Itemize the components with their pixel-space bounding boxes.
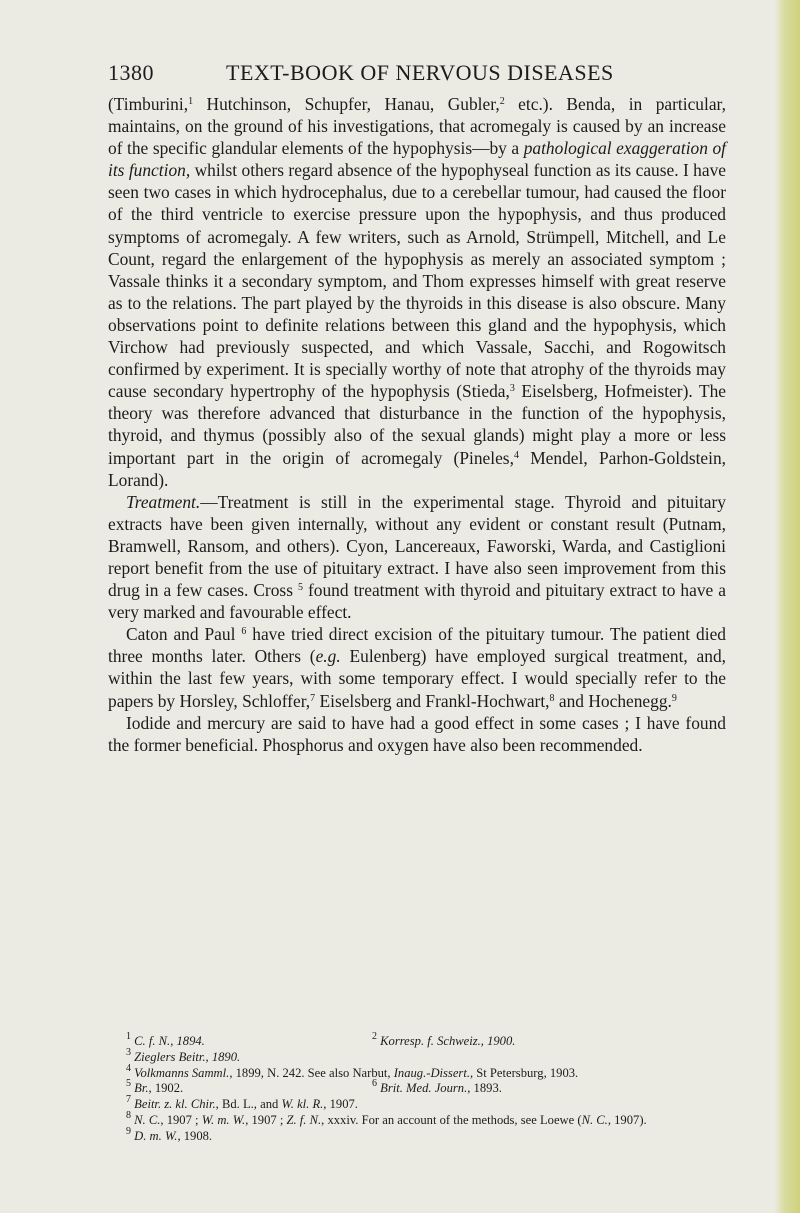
footnote-row-5-6 [108, 1078, 748, 1097]
text-run: Eulenberg) have employed surgical treatment, and, within the last few years, with some temporary effect. I would specially refer to the papers by Horsley, Schloffer, [108, 646, 727, 711]
footnote-ref: 6 [241, 626, 247, 638]
text-run: have tried direct excision of the pituitary tumour. The patient died three months later. Others ( [108, 624, 726, 667]
footnote-ref: 9 [671, 692, 677, 704]
text-run: Eiselsberg and Frankl-Hochwart, [315, 690, 550, 711]
italic-run: pathological exaggeration of its function, [108, 138, 726, 181]
text-run: found treatment with thyroid and pituitary extract to have a very marked and favourable effect. [108, 580, 726, 623]
text-run: —Treatment is still in the experimental stage. Thyroid and pituitary extracts have been given internally, without any evident or constant result (Putnam, Bramwell, Ransom, and others). Cyon, Lancereaux, Faworski, Warda, and Castiglioni report benefit from the use of pituitary extract. I have also seen improvement from this drug in a few cases. Cross [108, 491, 726, 601]
text-run: Iodide and mercury are said to have had a good effect in some cases ; I have found the former beneficial. Phosphorus and oxygen have also been recommended. [108, 712, 726, 755]
footnote-8: $^8$ N. C., 1907 ; W. m. W., 1907 ; Z. f. N., xxxiv. For an account of the methods, see Loewe (N. C., 1907). [126, 1109, 647, 1127]
footnote-ref: 2 [499, 96, 505, 107]
footnote-7: $^7$ Beitr. z. kl. Chir., Bd. L., and W. kl. R., 1907. [126, 1094, 358, 1112]
footnote-row-1-2 [108, 1031, 748, 1050]
body-text [108, 93, 726, 756]
footnote-9: $^9$ D. m. W., 1908. [126, 1125, 213, 1143]
text-run: whilst others regard absence of the hypophyseal function as its cause. I have seen two cases in which hydrocephalus, due to a cerebellar tumour, had caused the floor of the third ventricle to exercise pressure upon the hypophysis, and thus produced symptoms of acromegaly. A few writers, such as Arnold, Strümpell, Mitchell, and Le Count, regard the enlargement of the hypophysis as merely an associated symptom ; Vassale thinks it a secondary symptom, and Thom expresses himself with great reserve as to the relations. The part played by the thyroids in this disease is also obscure. Many observations point to definite relations between this gland and the hypophysis, which Virchow had previously suspected, and which Vassale, Sacchi, and Rogowitsch confirmed by experiment. It is specially worthy of note that atrophy of the thyroids may cause secondary hypertrophy of the hypophysis (Stieda, [108, 160, 727, 402]
paragraph [108, 491, 726, 624]
italic-run: e.g. [315, 646, 341, 667]
text-run: and Hochenegg. [554, 690, 672, 711]
text-run: Hutchinson, Schupfer, Hanau, Gubler, [193, 94, 500, 114]
page-edge-shadow [774, 0, 800, 1213]
footnote-2: $^2$ Korresp. f. Schweiz., 1900. [372, 1031, 516, 1048]
page-number: 1380 [108, 60, 154, 85]
italic-run: Treatment. [126, 491, 201, 512]
footnote-ref: 7 [310, 692, 316, 704]
footnote-ref: 4 [513, 449, 519, 461]
text-run: Eiselsberg, Hofmeister). The theory was therefore advanced that disturbance in the function of the hypophysis, thyroid, and thymus (possibly also of the sexual glands) might play a more or less important part in the origin of acromegaly (Pineles, [108, 381, 726, 468]
footnote-3: $^3$ Zieglers Beitr., 1890. [126, 1046, 241, 1064]
paragraph [108, 712, 726, 756]
footnote-5: $^5$ Br., 1902. [126, 1078, 184, 1096]
text-run: etc.). Benda, in particular, maintains, on the ground of his investigations, that acromegaly is caused by an increase of the specific glandular elements of the hypophysis—by a [108, 94, 726, 159]
footnote-ref: 8 [549, 692, 555, 704]
running-title: TEXT-BOOK OF NERVOUS DISEASES [226, 60, 614, 85]
text-run: (Timburini, [108, 94, 189, 114]
footnote-1: $^1$ C. f. N., 1894. [126, 1031, 205, 1048]
footnote-6: $^6$ Brit. Med. Journ., 1893. [372, 1078, 502, 1096]
footnote-4: $^4$ Volkmanns Samml., 1899, N. 242. See also Narbut, Inaug.-Dissert., St Petersburg, 1903. [126, 1062, 579, 1080]
footnotes [108, 1031, 748, 1145]
footnote-ref: 3 [509, 383, 515, 395]
text-run: Mendel, Parhon-Goldstein, Lorand). [108, 447, 727, 490]
footnote-ref: 5 [297, 582, 303, 594]
text-run: Caton and Paul [126, 624, 242, 645]
page-header [108, 60, 708, 92]
paragraph [108, 623, 726, 711]
footnote-ref: 1 [188, 96, 194, 107]
paragraph [108, 93, 726, 491]
